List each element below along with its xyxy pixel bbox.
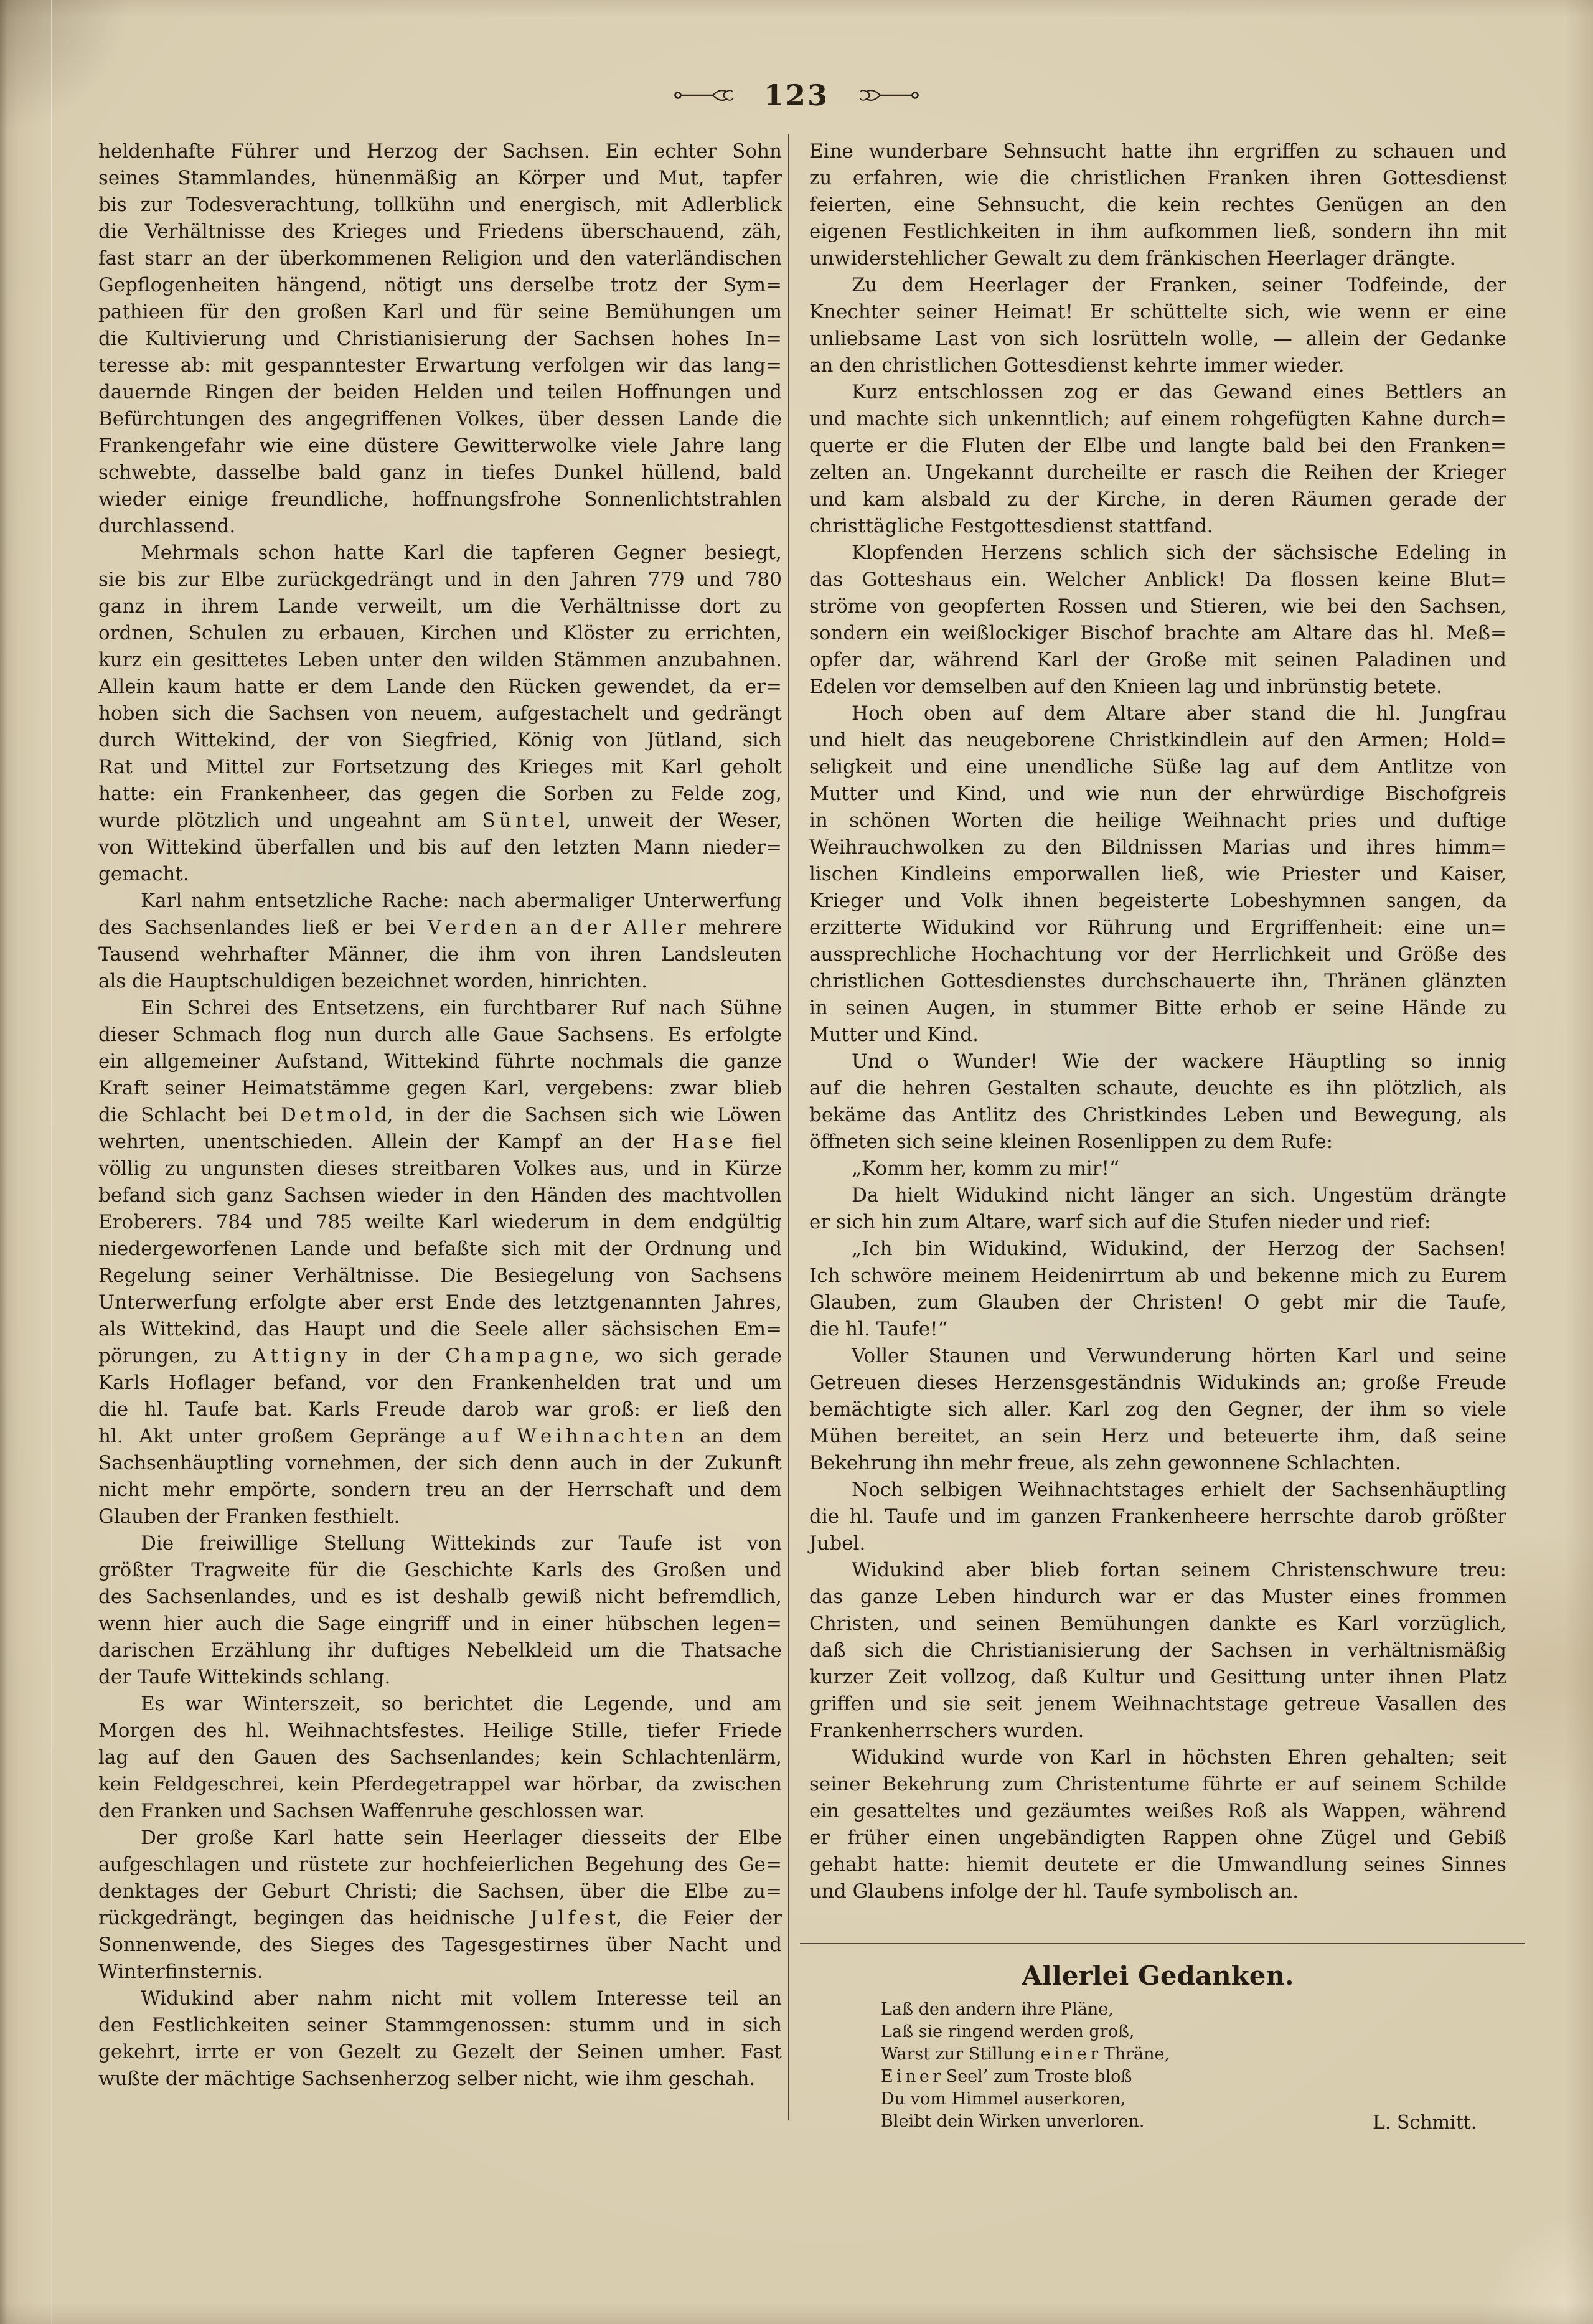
paragraph [809,1182,1506,1236]
text-line: Karl nahm entsetzliche Rache: nach abermaliger Unterwerfung [141,890,782,912]
text-line: griffen und sie seit jenem Weihnachtstage getreue Vasallen des [809,1693,1506,1715]
text-line: sie bis zur Elbe zurückgedrängt und in den Jahren 779 und 780 [98,568,782,591]
text-line: Es war Winterszeit, so berichtet die Legende, und am [141,1693,782,1715]
text-line: Kurz entschlossen zog er das Gewand eines Bettlers an [852,381,1506,403]
text-line: zu erfahren, wie die christlichen Franken ihren Gottesdienst [809,167,1506,189]
text-line: die hl. Taufe!“ [809,1318,948,1340]
text-line: Noch selbigen Weihnachtstages erhielt der Sachsenhäuptling [852,1479,1506,1501]
text-line: und hielt das neugeborene Christkindlein auf den Armen; Hold= [809,729,1506,751]
text-line: Widukind aber blieb fortan seinem Christenschwure treu: [852,1559,1506,1581]
text-line: Sachsenhäuptling vornehmen, der sich denn auch in der Zukunft [98,1452,782,1474]
text-line: von Wittekind überfallen und bis auf den letzten Mann nieder= [98,836,782,859]
text-line: rückgedrängt, begingen das heidnische J u l f e s t, die Feier der [98,1907,782,1929]
thoughts-section [809,1943,1506,2133]
text-line: wußte der mächtige Sachsenherzog selber nicht, wie ihm geschah. [98,2068,756,2090]
text-line: christlichen Gottesdienstes durchschauerte ihn, Thränen glänzten [809,970,1506,992]
text-line: Sonnenwende, des Sieges des Tagesgestirnes über Nacht und [98,1934,782,1956]
text-line: die Verhältnisse des Krieges und Friedens überschauend, zäh, [98,220,782,243]
paragraph [809,1048,1506,1155]
text-line: Bekehrung ihn mehr freue, als zehn gewonnene Schlachten. [809,1452,1401,1474]
text-line: Karls Hoflager befand, vor den Frankenhelden trat und um [98,1371,782,1394]
text-line: öffneten sich seine kleinen Rosenlippen zu dem Rufe: [809,1131,1333,1153]
text-line: wurde plötzlich und ungeahnt am S ü n t e l, unweit der Weser, [98,809,782,832]
paragraph [98,1825,782,1985]
text-line: Widukind wurde von Karl in höchsten Ehren gehalten; seit [852,1746,1506,1769]
section-title: Allerlei Gedanken. [1022,1960,1294,1991]
text-line: Widukind aber nahm nicht mit vollem Interesse teil an [141,1987,782,2010]
text-line: Allein kaum hatte er dem Lande den Rücken gewendet, da er= [98,675,782,698]
text-line: an den christlichen Gottesdienst kehrte immer wieder. [809,354,1345,377]
text-line: seligkeit und eine unendliche Süße lag auf dem Antlitze von [809,756,1506,778]
text-line: ströme von geopferten Rossen und Stieren, wie bei den Sachsen, [809,595,1506,618]
text-line: opfer dar, während Karl der Große mit seinen Paladinen und [809,649,1506,671]
poem-author: L. Schmitt. [1373,2112,1477,2133]
text-line: er sich hin zum Altare, warf sich auf die Stufen nieder und rief: [809,1211,1431,1233]
paragraph [809,1343,1506,1477]
text-line: in seinen Augen, in stummer Bitte erhob er seine Hände zu [809,997,1506,1019]
text-line: bis zur Todesverachtung, tollkühn und energisch, mit Adlerblick [98,194,782,216]
text-line: aussprechliche Hochachtung vor der Herrlichkeit und Größe des [809,943,1506,966]
text-line: denktages der Geburt Christi; die Sachsen, über die Elbe zu= [98,1880,782,1903]
paragraph [809,540,1506,700]
text-line: Eroberers. 784 und 785 weilte Karl wiederum in dem endgültig [98,1211,782,1233]
text-line: Gepflogenheiten hängend, nötigt uns derselbe trotz der Sym= [98,274,782,296]
text-line: dieser Schmach flog nun durch alle Gaue Sachsens. Es erfolgte [98,1023,782,1046]
text-line: Regelung seiner Verhältnisse. Die Besiegelung von Sachsens [98,1264,782,1287]
text-line: hl. Akt unter großem Gepränge a u f W e i h n a c h t e n an dem [98,1425,782,1447]
poem-line: Laß den andern ihre Pläne, [881,2000,1114,2019]
text-line: Klopfenden Herzens schlich sich der sächsische Edeling in [852,542,1506,564]
text-line: und kam alsbald zu der Kirche, in deren Räumen gerade der [809,488,1506,510]
text-line: Weihrauchwolken zu den Bildnissen Marias und ihres himm= [809,836,1506,859]
text-line: „Komm her, komm zu mir!“ [852,1157,1119,1180]
text-line: teresse ab: mit gespanntester Erwartung verfolgen wir das lang= [98,354,782,377]
page-number: 123 [763,78,830,112]
text-line: seines Stammlandes, hünenmäßig an Körper und Mut, tapfer [98,167,782,189]
text-line: Und o Wunder! Wie der wackere Häuptling so innig [852,1050,1506,1073]
text-line: Jubel. [809,1532,866,1555]
text-line: befand sich ganz Sachsen wieder in den Händen des machtvollen [98,1184,782,1207]
header-flourish-right-icon [858,87,920,103]
text-line: die Kultivierung und Christianisierung der Sachsen hohes In= [98,327,782,350]
text-line: Tausend wehrhafter Männer, die ihm von ihren Landsleuten [98,943,782,966]
text-line: bemächtigte sich aller. Karl zog den Gegner, der ihm so viele [809,1398,1506,1421]
poem-line: Bleibt dein Wirken unverloren. [881,2112,1145,2131]
text-line: den Festlichkeiten seiner Stammgenossen: stumm und in sich [98,2014,782,2036]
paragraph [809,1744,1506,1905]
paragraph [98,1985,782,2092]
text-line: daß sich die Christianisierung der Sachsen in verhältnismäßig [809,1639,1506,1662]
text-line: die hl. Taufe bat. Karls Freude darob war groß: er ließ den [98,1398,782,1421]
text-line: Hoch oben auf dem Altare aber stand die hl. Jungfrau [852,702,1506,725]
paragraph [98,540,782,888]
paragraph [809,1155,1506,1182]
text-line: pörungen, zu A t t i g n y in der C h a m p a g n e, wo sich gerade [98,1345,782,1367]
text-line: kurz ein gesittetes Leben unter den wilden Stämmen anzubahnen. [98,649,782,671]
paragraph [98,1691,782,1825]
text-line: Zu dem Heerlager der Franken, seiner Todfeinde, der [852,274,1506,296]
text-line: wieder einige freundliche, hoffnungsfrohe Sonnenlichtstrahlen [98,488,782,510]
text-line: darischen Erzählung ihr duftiges Nebelkleid um die Thatsache [98,1639,782,1662]
column-divider [788,134,789,2120]
text-line: und machte sich unkenntlich; auf einem rohgefügten Kahne durch= [809,408,1506,430]
text-line: den Franken und Sachsen Waffenruhe geschlossen war. [98,1800,645,1822]
text-line: das ganze Leben hindurch war er das Muster eines frommen [809,1586,1506,1608]
text-line: schwebte, dasselbe bald ganz in tiefes Dunkel hüllend, bald [98,461,782,484]
text-line: Glauben, zum Glauben der Christen! O gebt mir die Taufe, [809,1291,1506,1314]
text-line: Ein Schrei des Entsetzens, ein furchtbarer Ruf nach Sühne [141,997,782,1019]
text-line: Mutter und Kind. [809,1023,979,1046]
text-line: durchlassend. [98,515,236,537]
section-divider [800,1943,1525,1944]
text-line: kurzer Zeit vollzog, daß Kultur und Gesittung unter ihnen Platz [809,1666,1506,1688]
paragraph [98,138,782,540]
text-line: Mühen bereitet, an sein Herz und beteuerte ihm, daß seine [809,1425,1506,1447]
paragraph [809,138,1506,272]
page-header [0,78,1593,112]
paragraph [809,272,1506,379]
paragraph [809,700,1506,1048]
text-line: des Sachsenlandes ließ er bei V e r d e n a n d e r A l l e r mehrere [98,916,782,939]
text-line: ganz in ihrem Lande verweilt, um die Verhältnisse dort zu [98,595,782,618]
text-line: querte er die Fluten der Elbe und langte bald bei den Franken= [809,435,1506,457]
text-line: Kraft seiner Heimatstämme gegen Karl, vergebens: zwar blieb [98,1077,782,1099]
text-line: der Taufe Wittekinds schlang. [98,1666,391,1688]
text-line: dauernde Ringen der beiden Helden und teilen Hoffnungen und [98,381,782,403]
text-line: ordnen, Schulen zu erbauen, Kirchen und Klöster zu errichten, [98,622,782,644]
text-line: fast starr an der überkommenen Religion und den vaterländischen [98,247,782,270]
text-line: Frankenherrschers wurden. [809,1719,1084,1742]
paragraph [809,379,1506,540]
text-line: lischen Kindleins emporwallen ließ, wie Priester und Kaiser, [809,863,1506,885]
paper-crease [51,0,52,2324]
text-line: Der große Karl hatte sein Heerlager diesseits der Elbe [141,1827,782,1849]
poem-line: Du vom Himmel auserkoren, [881,2089,1126,2109]
text-line: Unterwerfung erfolgte aber erst Ende des letztgenannten Jahres, [98,1291,782,1314]
text-line: Morgen des hl. Weihnachtsfestes. Heilige Stille, tiefer Friede [98,1719,782,1742]
text-line: Christen, und seinen Bemühungen dankte es Karl vorzüglich, [809,1612,1506,1635]
text-line: feierten, eine Sehnsucht, die kein rechtes Genügen an den [809,194,1506,216]
poem-line: E i n e r Seel’ zum Troste bloß [881,2067,1132,2086]
text-line: Frankengefahr wie eine düstere Gewitterwolke viele Jahre lang [98,435,782,457]
text-line: seiner Bekehrung zum Christentume führte er auf seinem Schilde [809,1773,1506,1795]
text-line: hatte: ein Frankenheer, das gegen die Sorben zu Felde zog, [98,783,782,805]
text-line: als die Hauptschuldigen bezeichnet worden, hinrichten. [98,970,647,992]
header-flourish-left-icon [673,87,735,103]
text-line: gekehrt, irrte er von Gezelt zu Gezelt der Seinen umher. Fast [98,2041,782,2063]
text-line: Winterfinsternis. [98,1960,263,1983]
text-line: Edelen vor demselben auf den Knieen lag und inbrünstig betete. [809,675,1442,698]
text-line: das Gotteshaus ein. Welcher Anblick! Da flossen keine Blut= [809,568,1506,591]
text-line: ein allgemeiner Aufstand, Wittekind führte nochmals die ganze [98,1050,782,1073]
text-line: durch Wittekind, der von Siegfried, König von Jütland, sich [98,729,782,751]
text-line: „Ich bin Widukind, Widukind, der Herzog der Sachsen! [852,1238,1506,1260]
text-line: eigenen Festlichkeiten in ihm aufkommen ließ, sondern ihn mit [809,220,1506,243]
text-line: völlig zu ungunsten dieses streitbaren Volkes aus, und in Kürze [98,1157,782,1180]
text-line: lag auf den Gauen des Sachsenlandes; kein Schlachtenlärm, [98,1746,782,1769]
text-line: sondern ein weißlockiger Bischof brachte am Altare das hl. Meß= [809,622,1506,644]
text-line: bekäme das Antlitz des Christkindes Leben und Bewegung, als [809,1104,1506,1126]
text-line: auf die hehren Gestalten schaute, deuchte es ihn plötzlich, als [809,1077,1506,1099]
right-column [809,138,1506,1905]
poem-line: Warst zur Stillung e i n e r Thräne, [881,2044,1170,2064]
text-line: Rat und Mittel zur Fortsetzung des Krieges mit Karl geholt [98,756,782,778]
paragraph [98,1530,782,1691]
paragraph [98,995,782,1530]
text-line: Knechter seiner Heimat! Er schüttelte sich, wie wenn er eine [809,301,1506,323]
text-line: er früher einen ungebändigten Rappen ohne Zügel und Gebiß [809,1827,1506,1849]
text-line: in schönen Worten die heilige Weihnacht pries und duftige [809,809,1506,832]
text-line: gehabt hatte: hiemit deutete er die Umwandlung seines Sinnes [809,1853,1506,1876]
text-line: größter Tragweite für die Geschichte Karls des Großen und [98,1559,782,1581]
text-line: die Schlacht bei D e t m o l d, in der die Sachsen sich wie Löwen [98,1104,782,1126]
text-line: Mehrmals schon hatte Karl die tapferen Gegner besiegt, [141,542,782,564]
paragraph [98,888,782,995]
text-line: wenn hier auch die Sage eingriff und in einer hübschen legen= [98,1612,782,1635]
text-line: nicht mehr empörte, sondern treu an der Herrschaft und dem [98,1479,782,1501]
text-line: unliebsame Last von sich losrütteln wolle, — allein der Gedanke [809,327,1506,350]
text-line: aufgeschlagen und rüstete zur hochfeierlichen Begehung des Ge= [98,1853,782,1876]
paragraph [809,1236,1506,1343]
text-line: niedergeworfenen Lande und befaßte sich mit der Ordnung und [98,1238,782,1260]
text-line: die hl. Taufe und im ganzen Frankenheere herrschte darob größter [809,1505,1506,1528]
left-column [98,138,782,2092]
text-line: Die freiwillige Stellung Wittekinds zur Taufe ist von [141,1532,782,1555]
text-line: wehrten, unentschieden. Allein der Kampf an der H a s e fiel [98,1131,782,1153]
text-line: Krieger und Volk ihnen begeisterte Lobeshymnen sangen, da [809,890,1506,912]
text-line: des Sachsenlandes, und es ist deshalb gewiß nicht befremdlich, [98,1586,782,1608]
text-line: Ich schwöre meinem Heidenirrtum ab und bekenne mich zu Eurem [809,1264,1506,1287]
text-line: heldenhafte Führer und Herzog der Sachsen. Ein echter Sohn [98,140,782,162]
text-line: Mutter und Kind, und wie nun der ehrwürdige Bischofgreis [809,783,1506,805]
text-line: gemacht. [98,863,189,885]
text-line: hoben sich die Sachsen von neuem, aufgestachelt und gedrängt [98,702,782,725]
text-line: Da hielt Widukind nicht länger an sich. Ungestüm drängte [852,1184,1506,1207]
paragraph [809,1477,1506,1557]
text-line: Glauben der Franken festhielt. [98,1505,400,1528]
text-line: pathieen für den großen Karl und für seine Bemühungen um [98,301,782,323]
text-line: Befürchtungen des angegriffenen Volkes, über dessen Lande die [98,408,782,430]
text-line: und Glaubens infolge der hl. Taufe symbolisch an. [809,1880,1299,1903]
poem-line: Laß sie ringend werden groß, [881,2022,1135,2041]
text-line: kein Feldgeschrei, kein Pferdegetrappel war hörbar, da zwischen [98,1773,782,1795]
paragraph [809,1557,1506,1744]
text-line: als Wittekind, das Haupt und die Seele aller sächsischen Em= [98,1318,782,1340]
text-line: unwiderstehlicher Gewalt zu dem fränkischen Heerlager drängte. [809,247,1456,270]
text-line: Getreuen dieses Herzensgeständnis Widukinds an; große Freude [809,1371,1506,1394]
text-line: zelten an. Ungekannt durcheilte er rasch die Reihen der Krieger [809,461,1506,484]
text-line: christtägliche Festgottesdienst stattfand. [809,515,1213,537]
text-line: erzitterte Widukind vor Rührung und Ergriffenheit: eine un= [809,916,1506,939]
text-line: ein gesatteltes und gezäumtes weißes Roß als Wappen, während [809,1800,1506,1822]
text-line: Eine wunderbare Sehnsucht hatte ihn ergriffen zu schauen und [809,140,1506,162]
text-line: Voller Staunen und Verwunderung hörten Karl und seine [852,1345,1506,1367]
